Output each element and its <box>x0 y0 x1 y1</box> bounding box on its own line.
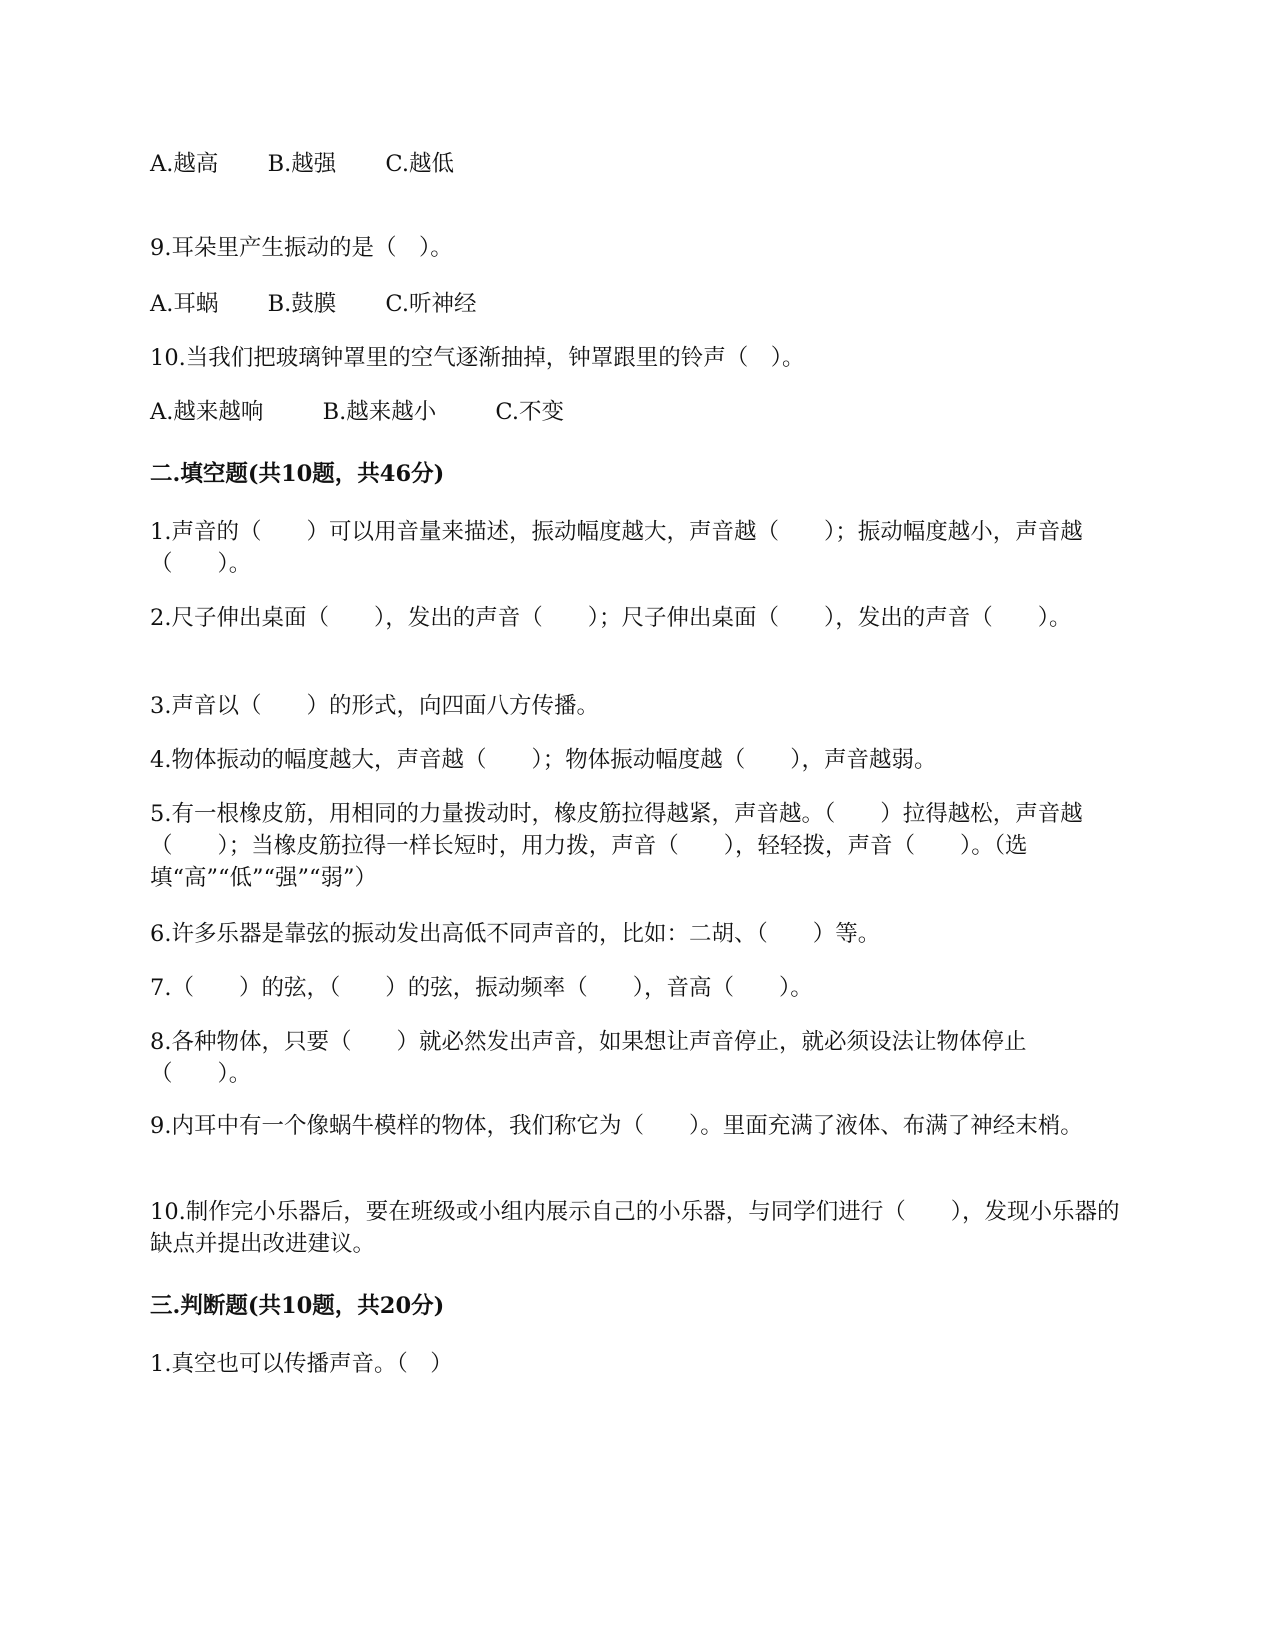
option-b: B.越来越小 <box>322 399 437 425</box>
q8-options <box>150 148 1130 180</box>
option-b: B.越强 <box>267 151 337 177</box>
q9-options <box>150 288 1130 320</box>
fill-blank-item: 3.声音以（ ）的形式，向四面八方传播。 <box>150 693 599 719</box>
section-2-heading: 二.填空题(共10题，共46分) <box>150 461 445 487</box>
fill-blank-item: 7.（ ）的弦，（ ）的弦，振动频率（ ），音高（ ）。 <box>150 975 813 1001</box>
fill-blank-item: 2.尺子伸出桌面（ ），发出的声音（ ）；尺子伸出桌面（ ），发出的声音（ ）。 <box>150 605 1072 631</box>
fill-blank-item: 1.声音的（ ）可以用音量来描述，振动幅度越大，声音越（ ）；振动幅度越小，声音越（ ）。 <box>150 519 1083 577</box>
option-b: B.鼓膜 <box>267 291 337 317</box>
q10-options <box>150 396 1130 428</box>
fill-blank-item: 6.许多乐器是靠弦的振动发出高低不同声音的，比如：二胡、（ ）等。 <box>150 921 881 947</box>
fill-blank-item: 4.物体振动的幅度越大，声音越（ ）；物体振动幅度越（ ），声音越弱。 <box>150 747 937 773</box>
fill-blank-item: 5.有一根橡皮筋，用相同的力量拨动时，橡皮筋拉得越紧，声音越。（ ）拉得越松，声音越（ ）；当橡皮筋拉得一样长短时，用力拨，声音（ ），轻轻拨，声音（ ）。（选填“高”“低”“强”“弱”） <box>150 801 1083 891</box>
q9-stem: 9.耳朵里产生振动的是（ ）。 <box>150 235 453 261</box>
option-a: A.越高 <box>150 151 219 177</box>
fill-blank-item: 10.制作完小乐器后，要在班级或小组内展示自己的小乐器，与同学们进行（ ），发现小乐器的缺点并提出改进建议。 <box>150 1199 1120 1257</box>
option-c: C.不变 <box>495 399 564 425</box>
option-c: C.听神经 <box>385 291 477 317</box>
fill-blank-item: 8.各种物体，只要（ ）就必然发出声音，如果想让声音停止，就必须设法让物体停止（ ）。 <box>150 1029 1027 1087</box>
option-a: A.耳蜗 <box>150 291 219 317</box>
section-3-heading: 三.判断题(共10题，共20分) <box>150 1293 445 1319</box>
option-c: C.越低 <box>385 151 454 177</box>
option-a: A.越来越响 <box>150 399 264 425</box>
true-false-item: 1.真空也可以传播声音。（ ） <box>150 1351 453 1377</box>
fill-blank-item: 9.内耳中有一个像蜗牛模样的物体，我们称它为（ ）。里面充满了液体、布满了神经末梢。 <box>150 1113 1083 1139</box>
q10-stem: 10.当我们把玻璃钟罩里的空气逐渐抽掉，钟罩跟里的铃声（ ）。 <box>150 345 805 371</box>
